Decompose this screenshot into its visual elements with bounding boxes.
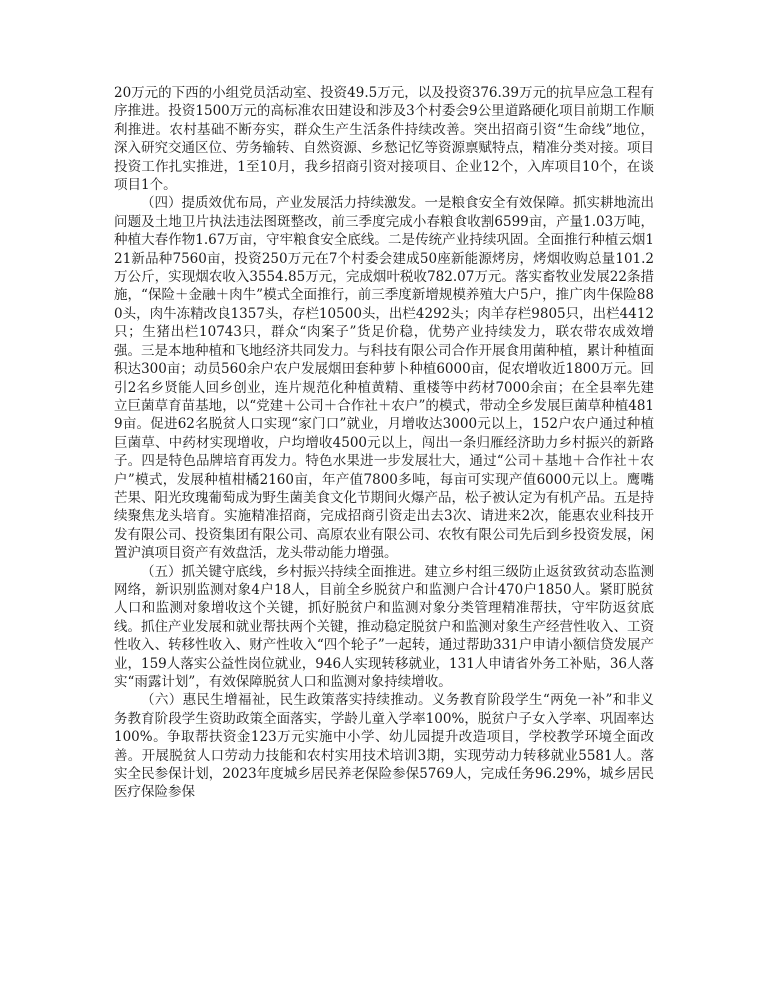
paragraph-investment-continued: 20万元的下西的小组党员活动室、投资49.5万元，以及投资376.39万元的抗旱应急工程有序推进。投资1500万元的高标准农田建设和涉及3个村委会9公里道路硬化项目前期工作顺利推进。农村基础不断夯实，群众生产生活条件持续改善。突出招商引资“生命线”地位，深入研究交通区位、劳务输转、自然资源、乡愁记忆等资源禀赋特点，精准分类对接。项目投资工作扎实推进，1至10月，我乡招商引资对接项目、企业12个，入库项目10个，在谈项目1个。 — [114, 85, 654, 194]
paragraph-industry-development: （四）提质效优布局，产业发展活力持续激发。一是粮食安全有效保障。抓实耕地流出问题及土地卫片执法违法图斑整改，前三季度完成小春粮食收割6599亩，产量1.03万吨，种植大春作物1.67万亩，守牢粮食安全底线。二是传统产业持续巩固。全面推行种植云烟121新品种7560亩，投资250万元在7个村委会建成50座新能源烤房，烤烟收购总量101.2万公斤，实现烟农收入3554.85万元，完成烟叶税收782.07万元。落实畜牧业发展22条措施，“保险＋金融＋肉牛”模式全面推行，前三季度新增规模养殖大户5户，推广肉牛保险880头，肉牛冻精改良1357头，存栏10500头，出栏4292头；肉羊存栏9805只，出栏4412只；生猪出栏10743只，群众“肉案子”货足价稳，优势产业持续发力，联农带农成效增强。三是本地种植和飞地经济共同发力。与科技有限公司合作开展食用菌种植，累计种植面积达300亩；动员560余户农户发展烟田套种萝卜种植6000亩，促农增收近1800万元。回引2名乡贤能人回乡创业，连片规范化种植黄精、重楼等中药材7000余亩；在全县率先建立巨菌草育苗基地，以“党建＋公司＋合作社＋农户”的模式，带动全乡发展巨菌草种植4819亩。促进62名脱贫人口实现“家门口”就业，月增收达3000元以上，152户农户通过种植巨菌草、中药材实现增收，户均增收4500元以上，闯出一条归雁经济助力乡村振兴的新路子。四是特色品牌培育再发力。特色水果进一步发展壮大，通过“公司＋基地＋合作社＋农户”模式，发展种植柑橘2160亩，年产值7800多吨，每亩可实现产值6000元以上。鹰嘴芒果、阳光玫瑰葡萄成为野生菌美食文化节期间火爆产品，松子被认定为有机产品。五是持续聚焦龙头培育。实施精准招商，完成招商引资走出去3次、请进来2次，能惠农业科技开发有限公司、投资集团有限公司、高原农业有限公司、农牧有限公司先后到乡投资发展，闲置沪滇项目资产有效盘活，龙头带动能力增强。 — [114, 195, 654, 562]
paragraph-livelihood-welfare: （六）惠民生增福祉，民生政策落实持续推动。义务教育阶段学生“两免一补”和非义务教育阶段学生资助政策全面落实，学龄儿童入学率100%，脱贫户子女入学率、巩固率达100%。争取帮扶资金123万元实施中小学、幼儿园提升改造项目，学校教学环境全面改善。开展脱贫人口劳动力技能和农村实用技术培训3期，实现劳动力转移就业5581人。落实全民参保计划，2023年度城乡居民养老保险参保5769人，完成任务96.29%，城乡居民医疗保险参保 — [114, 692, 654, 801]
document-page — [114, 84, 654, 802]
paragraph-rural-revitalization: （五）抓关键守底线，乡村振兴持续全面推进。建立乡村组三级防止返贫致贫动态监测网络，新识别监测对象4户18人，目前全乡脱贫户和监测户合计470户1850人。紧盯脱贫人口和监测对象增收这个关键，抓好脱贫户和监测对象分类管理精准帮扶，守牢防返贫底线。抓住产业发展和就业帮扶两个关键，推动稳定脱贫户和监测对象生产经营性收入、工资性收入、转移性收入、财产性收入“四个轮子”一起转，通过帮助331户申请小额信贷发展产业，159人落实公益性岗位就业，946人实现转移就业，131人申请省外务工补贴，36人落实“雨露计划”，有效保障脱贫人口和监测对象持续增收。 — [114, 563, 654, 690]
